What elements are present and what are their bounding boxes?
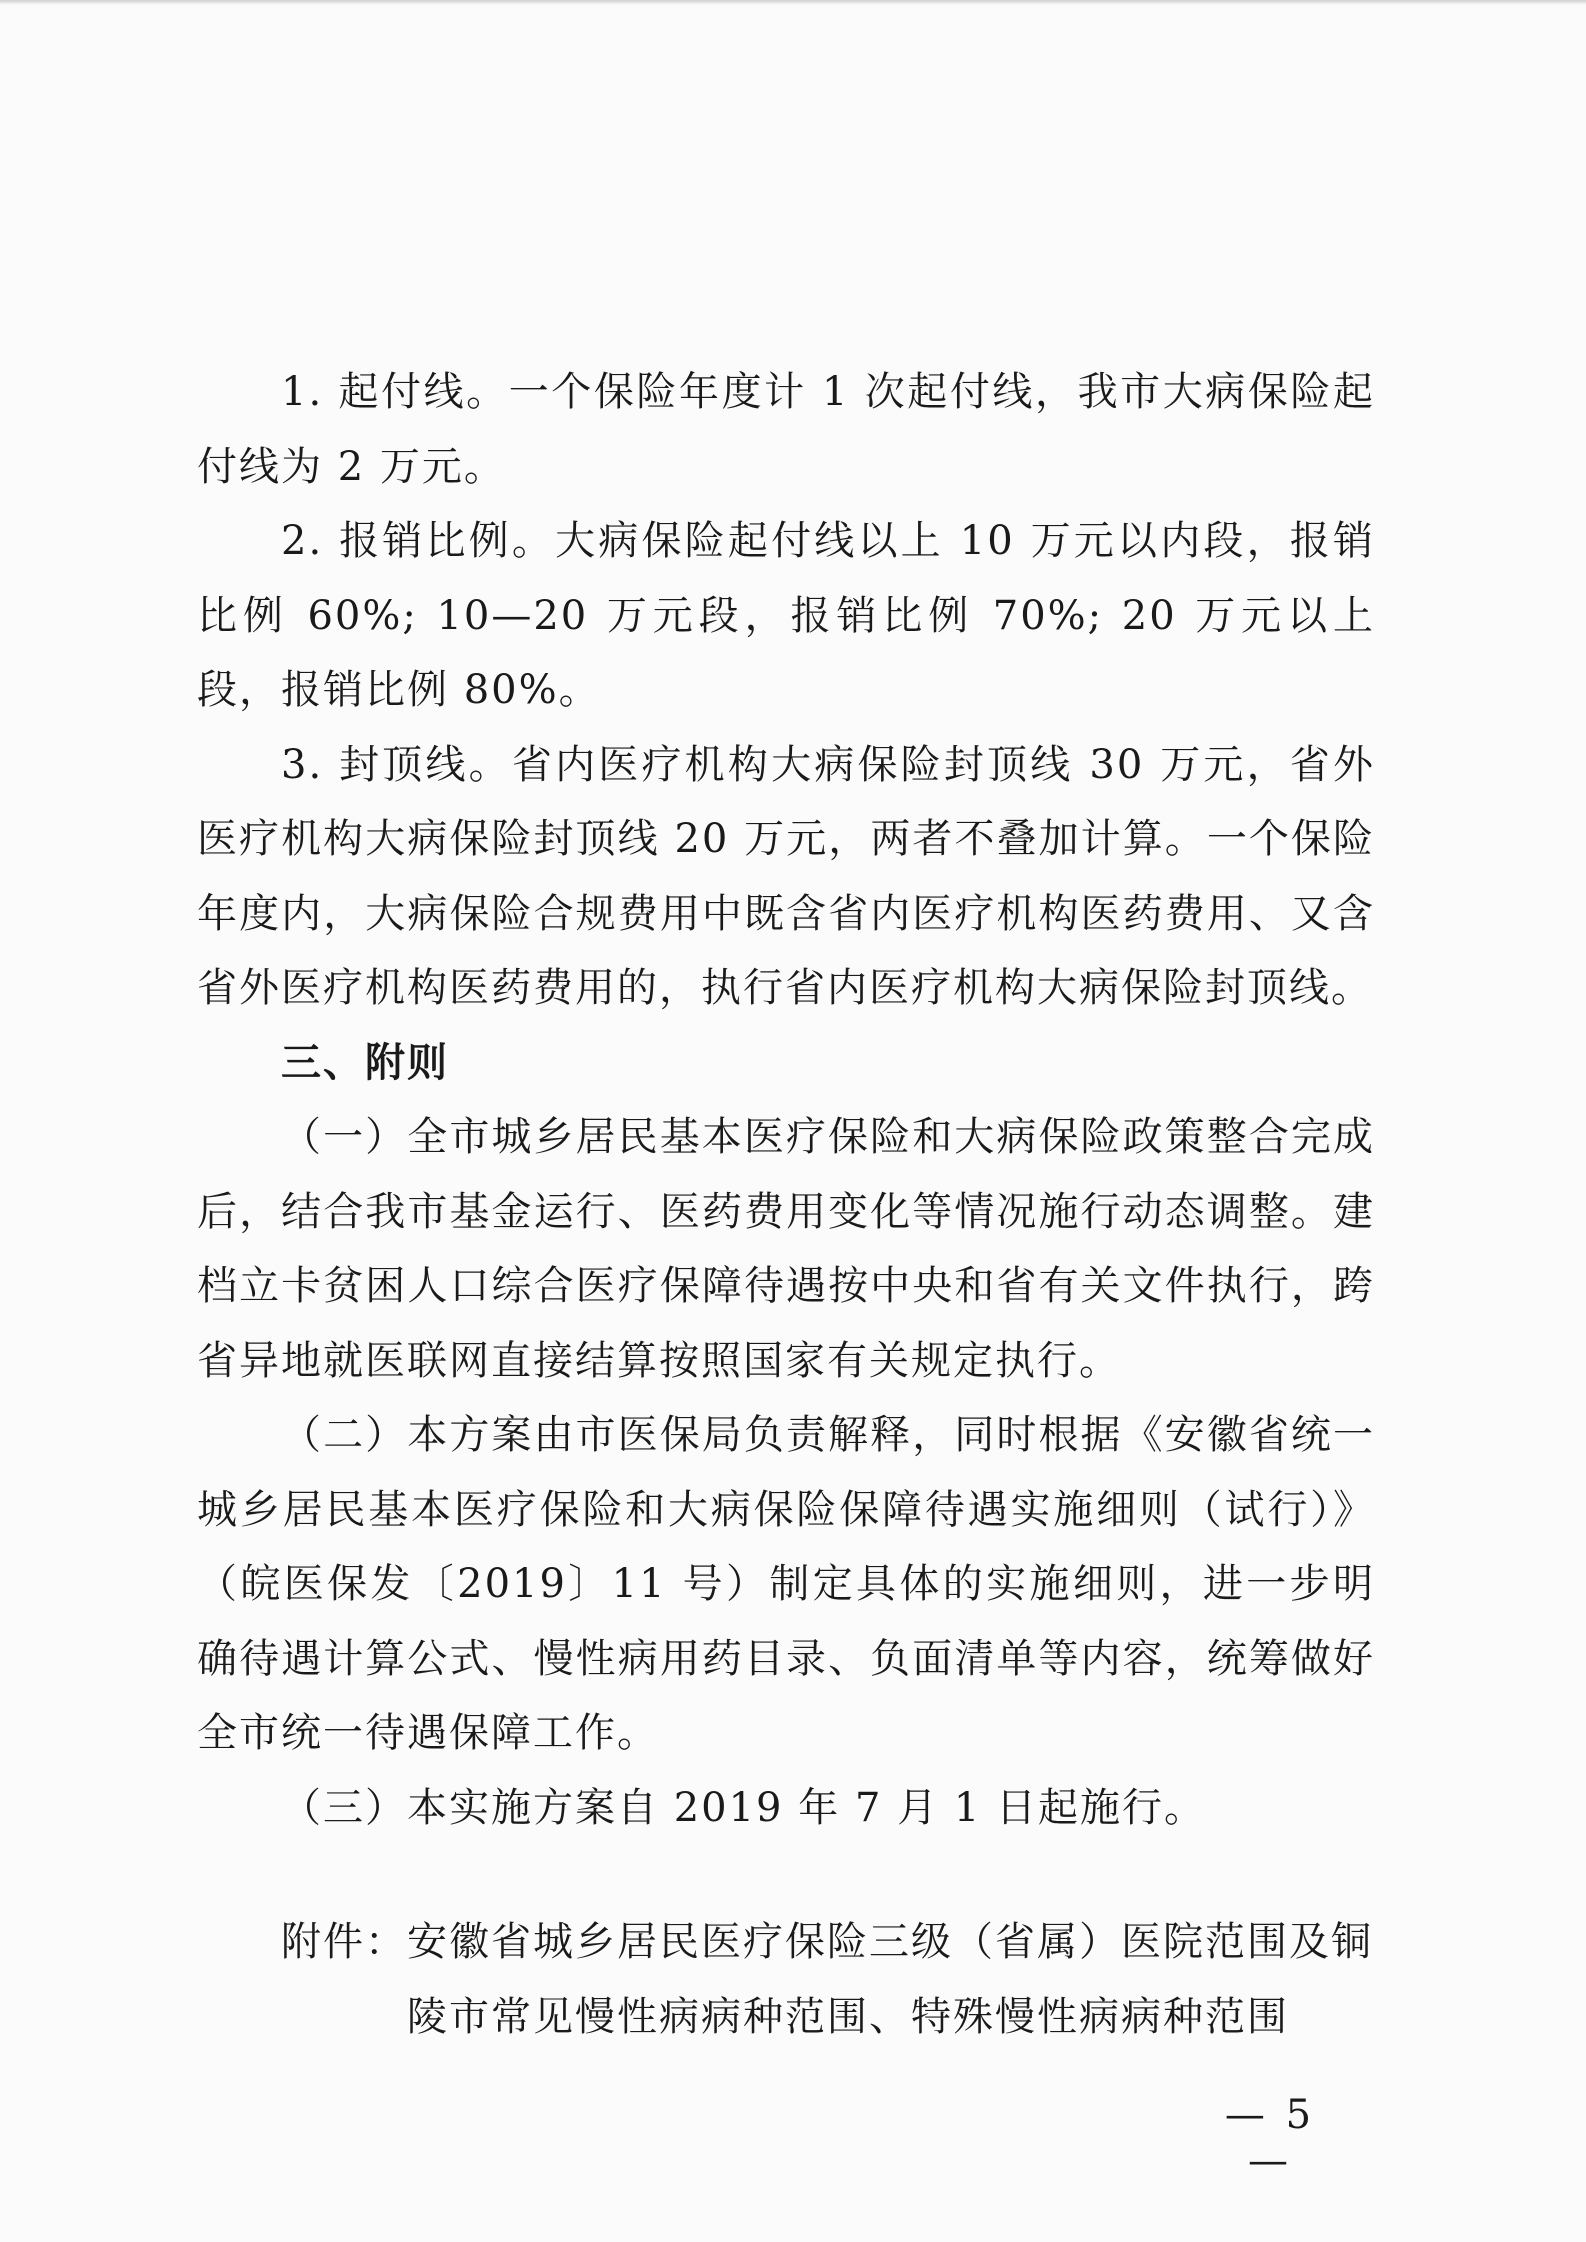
attachment-label: 附件： bbox=[281, 1919, 407, 1965]
attachment-note bbox=[197, 1905, 1375, 2054]
page-number: — 5 — bbox=[1224, 2092, 1316, 2184]
paragraph-clause-3: （三）本实施方案自 2019 年 7 月 1 日起施行。 bbox=[281, 1784, 1206, 1831]
paragraph-clause-1: （一）全市城乡居民基本医疗保险和大病保险政策整合完成后，结合我市基金运行、医药费用变化等情况施行动态调整。建档立卡贫困人口综合医疗保障待遇按中央和省有关文件执行，跨省异地就医联网直接结算按照国家有关规定执行。 bbox=[197, 1114, 1375, 1384]
section-heading-supplementary: 三、附则 bbox=[281, 1039, 449, 1086]
paragraph-clause-2: （二）本方案由市医保局负责解释，同时根据《安徽省统一城乡居民基本医疗保险和大病保险保障待遇实施细则（试行）》（皖医保发〔2019〕11 号）制定具体的实施细则，进一步明确待遇计算公式、慢性病用药目录、负面清单等内容，统筹做好全市统一待遇保障工作。 bbox=[197, 1412, 1375, 1756]
paragraph-cap-line: 3. 封顶线。省内医疗机构大病保险封顶线 30 万元，省外医疗机构大病保险封顶线 20 万元，两者不叠加计算。一个保险年度内，大病保险合规费用中既含省内医疗机构医药费用、又含省外医疗机构医药费用的，执行省内医疗机构大病保险封顶线。 bbox=[197, 741, 1375, 1011]
paragraph-deductible: 1. 起付线。一个保险年度计 1 次起付线，我市大病保险起付线为 2 万元。 bbox=[197, 369, 1375, 490]
attachment-text: 安徽省城乡居民医疗保险三级（省属）医院范围及铜陵市常见慢性病病种范围、特殊慢性病病种范围 bbox=[407, 1919, 1373, 2040]
scan-top-edge bbox=[0, 0, 1586, 5]
document-body bbox=[197, 355, 1375, 2054]
paragraph-reimbursement-ratio: 2. 报销比例。大病保险起付线以上 10 万元以内段，报销比例 60%; 10—20 万元段，报销比例 70%; 20 万元以上段，报销比例 80%。 bbox=[197, 518, 1375, 713]
